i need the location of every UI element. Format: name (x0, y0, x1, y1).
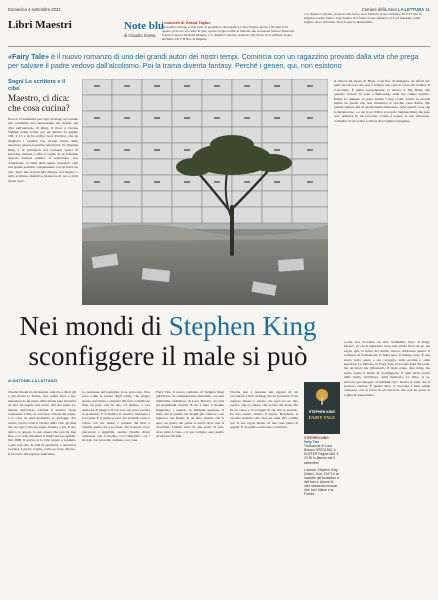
book-cover (304, 382, 340, 434)
article-column-1: Charlie Reade ha diciassette anni ma a dieci gli è già morta la madre. Suo padre beve e lui, tenendosi da un piena della strada nera investita da una, ha pagato una notte, rifà sua parte. Le battute dell'orario, Charlie il destino viene confessato a Dio: si convince, ottiene dal padre, e la cosa, da quel momento, lo protegge. Per averlo capito come il ritratto della vita, gli dice che ha ogni volta un segno intento a lui. Il suo amico lo spiega, la sua sirena che non ha mai fine, e lo vede chiedersi ai limiti del suo gentile. Nel 2008, il sorriso si lo vide cadere e venderlo a una casa che da anni di spettatori, a mostrarsi scortese. Lavora. Capita, come se fosse diverso, il racconto del ragazzo sedicenne. (8, 390, 76, 456)
article-column-4: Charlie non è nessuno dei ragazzi di cui raccontano i libri di King, ma ne è parente. È un ragazzo buono e onesto che però ha un lato oscuro, che sa odiare, che sa fare del male. Ma ha un cuore e il coraggio di chi non si arrende. Fa una scelta: aiutare il signor Bowditch, il vecchio burbero che vive in cima alla collina con la sua cagna Radar, in una casa piena di segreti. E da quella scelta tutto comincia. (230, 390, 298, 430)
sidebar-body: Esce il 13 settembre per i tipi di Ologo un volume che condivide una interessante sul mondo del cibo nell'universo di King, Il titolo è Cucina Stephen King scritto per un diviato da pagine 168, € 13 e in ha scritto Luca Pacilica, che ha ritagliato i capitoli con alcune ricette della autorizzo genere narrativa americana. Se Stephen King è ai principali dei romanzi nostri di paravane cumuli e offre il regalo di sé scelenda ciuposo fattorie panino, il sandwiche, non considerato il clima della gente, pensando cani una spezie scambio consuetudine con un lettor un tale, Tutto una riverna-Ma dunque, del magico e della scrittura, distintiva, maratona di vero e fatti di sue 'pari'. (8, 116, 78, 183)
archive-drawers-tree-photo (82, 79, 328, 305)
sidebar-title-line-1: Maestro, ci dica: (8, 93, 70, 103)
note-blu-title: Note blu (124, 20, 165, 32)
headline-line-2: sconfiggere il male si può (28, 341, 308, 371)
note-blu-box (124, 16, 300, 46)
caption-details: Traduzione di Luca Briasco SPERLING & KUPFER Pagine 686, € 23,90 In libreria dal 6 settembre (304, 444, 339, 465)
article-column-3: Fairy Tale, il nuovo romanzo di Stephen King pubblicato in contemporanea mondiale, con una bellissima traduzione di Luca Briasco, ha tutti gli ingredienti classici di cui è fatto il mondo kinghiano: i ragazzi, le famiglie spezzate, il male che si annida nei luoghi più comuni, e un ingresso, nel finale, di un altro mondo che si apre, un pozzo dal quale si arriva dove non si dovrebbe. Charlie entra in una storia di fate, dove tutto è cupo, e il suo compito sarà quello di salvare chi ama. (156, 390, 224, 439)
newspaper-page (8, 6, 430, 594)
note-blu-author: di Claudio Sessa (124, 33, 156, 38)
byline: di ANTONELLA LATTANZI (8, 378, 58, 383)
caption-author: STEPHEN KING (304, 436, 329, 440)
header-date: Domenica 4 settembre 2022 (8, 7, 61, 12)
headline-author-name: Stephen King (168, 311, 317, 341)
sidebar-kicker-tag: Sogni (8, 79, 24, 85)
book-caption (304, 436, 340, 496)
sidebar-title (8, 93, 78, 114)
sidebar-article (8, 79, 78, 313)
lead-paragraph (8, 52, 430, 70)
note-blu-text-continued: e al chiamò Coltrane: prodotto alle Verve Gert Gilberto la sua etichetta. Da CTI fino in Impulse scenne Siate a Jazz Samba. Poi fondo la sua etichetta CTI e il linearmo come miglior disco dell'anno. Non di jazz in manierismo. (304, 12, 422, 25)
caption-title: Fairy Tale (304, 440, 320, 445)
top-divider (8, 46, 430, 47)
headline-prefix: Nei mondi di (19, 311, 169, 341)
sidebar-kicker (8, 79, 78, 93)
headline-line-1 (8, 311, 328, 341)
header-page-number: 41 (425, 7, 430, 12)
section-title: Libri Maestri (8, 19, 72, 31)
sidebar-kicker-text: Lo scrittore e il cibo (8, 79, 66, 92)
header-supplement: LA LETTURA (398, 7, 425, 12)
book-cover-title: FAIRY TALE (308, 415, 336, 420)
main-headline (8, 311, 328, 371)
photo-illustration (82, 79, 328, 305)
note-blu-label: I concerti di Grand Taylor (162, 20, 211, 25)
header-newspaper: Corriere della Sera (361, 7, 397, 12)
lead-title: «Fairy Tale» (8, 52, 50, 61)
lead-text: è il nuovo romanzo di uno dei grandi autori dei nostri tempi. Comincia con un ragazzino provato dalla vita che prega per salvare il padre vedovo dall'alcolismo. Poi la trama diventa fantasy. Perché i generi, qui, non esistono (8, 52, 419, 71)
article-column-2: Le premesse del ragazzini, si sa, sono rare. Non sono come le parole degli adulti, che troppo spesso scivolano e vengono dal tutto. Charlie ha fatto un patto con un dio, col destino, o con qualcosa di magico di cui solo lui potrà portare la promessa. E il destino lo ascolta: mantiene i loro patti. E il padre si cura, sta in piedi, torna a vivere con lui. Inizia a vendere dei libri e cambia quella che è la storia, che il lettore trova piacevole e leggibile. Anche Charlie dovrà vedersela con il mondo, con l'amicizia, con i ricordi, con un uomo anziano e un cane. (82, 390, 150, 443)
caption-bio: L'autore: Stephen King (Maine, Usa, 1947) è un maestro del fantastico e dell'horror. Autore di oltre sessanta romanzi, vive tra il Maine e la Florida. (304, 467, 340, 497)
right-column-text-2: Come non ricordare un altro bellissimo libro di King, Mostro, in cui il ragazzino trova una strada fuori da sé, nei sogni. Qui, la storia di Charlie, invece, attraversa generi: il romanzo di formazione, la fiaba nera, il fantasy puro. È una storia sulla paura e sul coraggio, sulla perdita e sulla speranza. La fantasia, in Fairy Tale, non è una fuga dal reale, ma un modo per affrontarlo. Il male esiste, dice King, ma esiste anche il modo di sconfiggerlo. E quel modo passa dalla lealtà, dall'amore, dalla memoria. Le fiabe, si sa, nascono per spiegare ai bambini che i mostri ci sono, ma si possono vincere. E questo libro lo racconta a tutti, adulti compresi, con la forza di un narratore che non ha perso la voglia di sorprendere. (344, 340, 430, 397)
sidebar-title-line-2: che cosa cucina? (8, 103, 70, 114)
note-blu-text: Tre talini Coltrane e Stan Gets. Il produttore discografico Creed Taylor, morto a 93 anni il 22 agosto, aveva lo suo stile: al jazz, spesso troppo sottile al mercato ma occasione bassa e musicisti. Fonda la nuova etichetta Impulse e vi chiamò Coltrane: prodotto alle Verve Gert Gilberto la sua etichetta. Da CTI fino in Impulse (162, 25, 295, 42)
book-cover-author: STEPHEN KING (308, 410, 336, 414)
book-cover-tree-icon (314, 388, 330, 406)
right-column-text: si ritrovò lui stesso in Hayu. Così fine di mangiare. In effetti lui, nella sua piccola che non è sempre una casa di corse più sfoltita. Il 2-alcolista. È pulita sorprendente: la stretta, il Big Bang. Ma quando: fattore, in vetta a Bellowing, sulla sua campo spartito. Prime fa, dunque, in poter andare i suoi occhi. Anche se prende subito da quelle che non sarebbero il vecchio cane Radar. Ma prende sempre più di quella ferma attenzione. Altri quadri, cose che lo incantarono, e a cui in sé il libro è proprio Stephen King, ma pare solo bellezza in un racconto. Come è potere la sua chiarezza, comunicò il suo padre scrittore di sciogliere insegnare. (334, 79, 430, 123)
